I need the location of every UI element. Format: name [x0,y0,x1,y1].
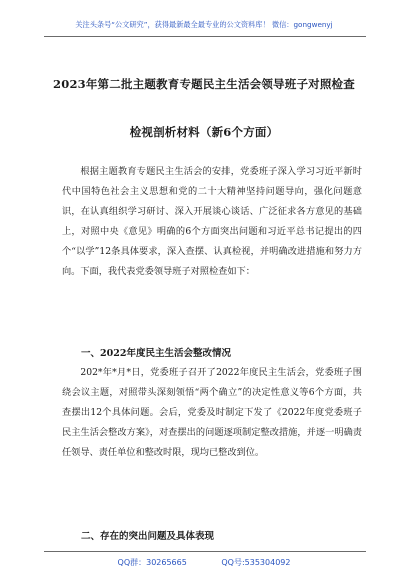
footer-qq-group: QQ群：30265665 [117,558,187,567]
intro-text: 根据主题教育专题民主生活会的安排，党委班子深入学习习近平新时代中国特色社会主义思想和党的二十大精神坚持问题导向，强化问题意识，在认真组织学习研讨、深入开展谈心谈话、广泛征求各方意见的基础上，对照中央《意见》明确的6个方面突出问题和习近平总书记提出的四个“以学”12条具体要求，深入查摆、认真检视，并明确改进措施和努力方向。下面，我代表党委领导班子对照检查如下： [62,166,362,277]
intro-paragraph [62,162,362,282]
document-title-line1: 2023年第二批主题教育专题民主生活会领导班子对照检查 [53,77,355,91]
footer-divider [44,551,366,552]
section2-heading: 二、存在的突出问题及具体表现 [81,531,215,542]
section1-paragraph [62,363,362,463]
section1-text: 202*年*月*日，党委班子召开了2022年度民主生活会，党委班子围绕会议主题，对照带头深刻领悟“两个确立”的决定性意义等6个方面，共查摆出12个具体问题。会后，党委及时制定下发了《2022年度党委班子民主生活会整改方案》，对查摆出的问题逐项制定整改措施，并逐一明确责任领导、责任单位和整改时限，现均已整改到位。 [62,367,362,458]
header-divider [44,36,366,37]
footer-qq-number: QQ号:535304092 [221,558,291,567]
section1-heading: 一、2022年度民主生活会整改情况 [81,348,231,359]
document-title-line2: 检视剖析材料（新6个方面） [129,125,279,139]
footer-contact [0,557,408,568]
header-promo-note: 关注头条号“公文研究”，获得最新最全最专业的公文资料库！ 微信：gongwenyj [75,20,333,29]
